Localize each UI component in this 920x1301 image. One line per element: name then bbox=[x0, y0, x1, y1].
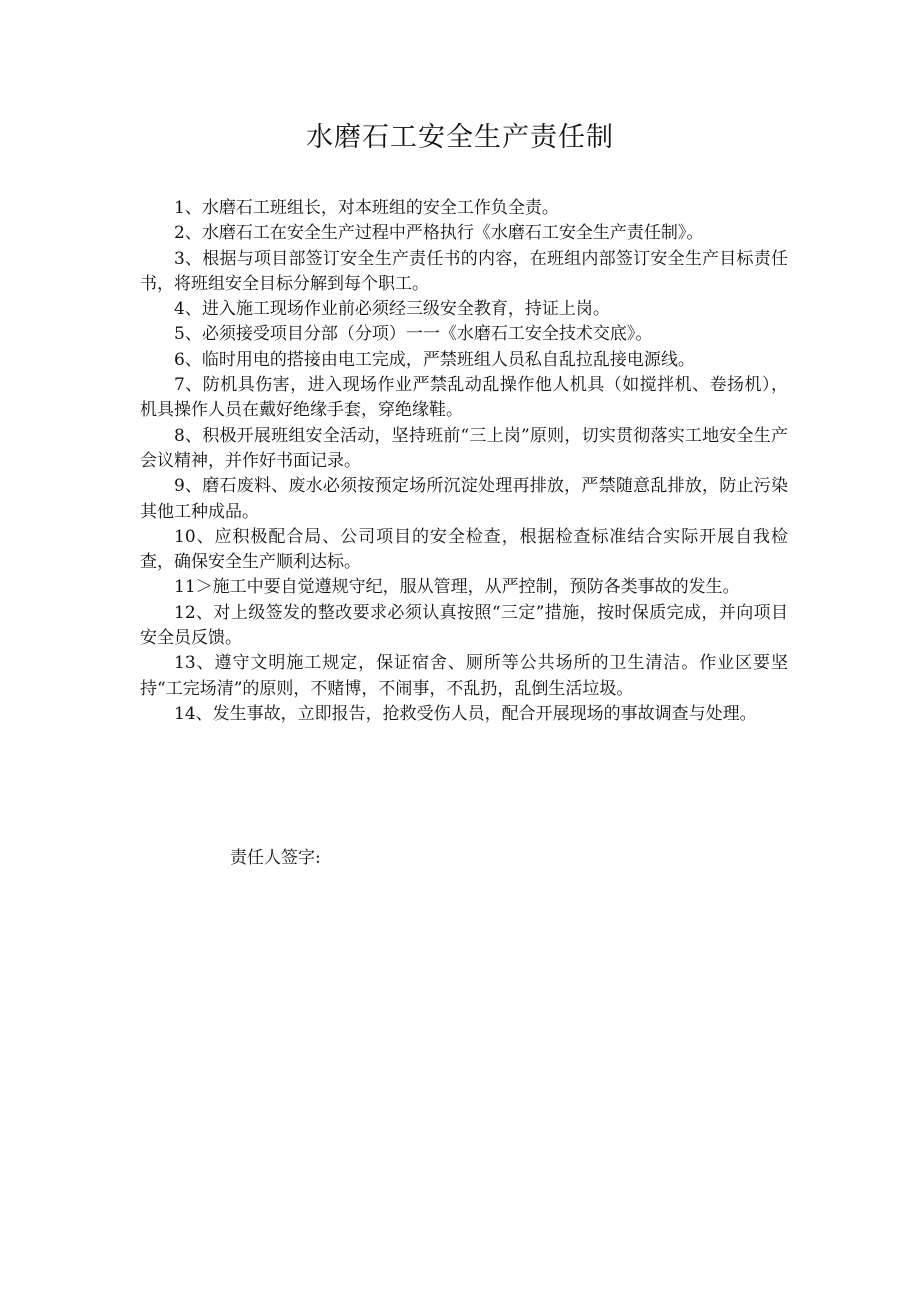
document-title: 水磨石工安全生产责任制 bbox=[306, 122, 614, 153]
list-item-4: 4、进入施工现场作业前必须经三级安全教育，持证上岗。 bbox=[174, 299, 610, 320]
list-item-11: 11＞施工中要自觉遵规守纪，服从管理，从严控制，预防各类事故的发生。 bbox=[174, 577, 740, 598]
list-item-13: 13、遵守文明施工规定，保证宿舍、厕所等公共场所的卫生清洁。作业区要坚持“工完场清”的原则，不赌博，不闹事，不乱扔，乱倒生活垃圾。 bbox=[140, 653, 788, 699]
list-item-9: 9、磨石废料、废水必须按预定场所沉淀处理再排放，严禁随意乱排放，防止污染其他工种成品。 bbox=[140, 476, 788, 522]
list-item-8: 8、积极开展班组安全活动，坚持班前“三上岗”原则，切实贯彻落实工地安全生产会议精神，并作好书面记录。 bbox=[140, 425, 788, 471]
list-item-2: 2、水磨石工在安全生产过程中严格执行《水磨石工安全生产责任制》。 bbox=[174, 223, 704, 244]
list-item-14: 14、发生事故，立即报告，抢救受伤人员，配合开展现场的事故调查与处理。 bbox=[174, 703, 757, 724]
responsibility-list bbox=[140, 196, 788, 727]
list-item-1: 1、水磨石工班组长，对本班组的安全工作负全责。 bbox=[174, 198, 559, 218]
list-item-6: 6、临时用电的搭接由电工完成，严禁班组人员私自乱拉乱接电源线。 bbox=[174, 349, 695, 370]
list-item-7: 7、防机具伤害，进入现场作业严禁乱动乱操作他人机具（如搅拌机、卷扬机），机具操作人员在戴好绝缘手套，穿绝缘鞋。 bbox=[140, 375, 788, 421]
signature-label: 责任人签字: bbox=[230, 848, 321, 868]
list-item-3: 3、根据与项目部签订安全生产责任书的内容，在班组内部签订安全生产目标责任书，将班组安全目标分解到每个职工。 bbox=[140, 248, 788, 294]
list-item-12: 12、对上级签发的整改要求必须认真按照“三定”措施，按时保质完成，并向项目安全员反馈。 bbox=[140, 602, 788, 649]
list-item-10: 10、应积极配合局、公司项目的安全检查，根据检查标准结合实际开展自我检查，确保安全生产顺利达标。 bbox=[140, 526, 788, 573]
list-item-5: 5、必须接受项目分部（分项）一一《水磨石工安全技术交底》。 bbox=[174, 324, 653, 345]
